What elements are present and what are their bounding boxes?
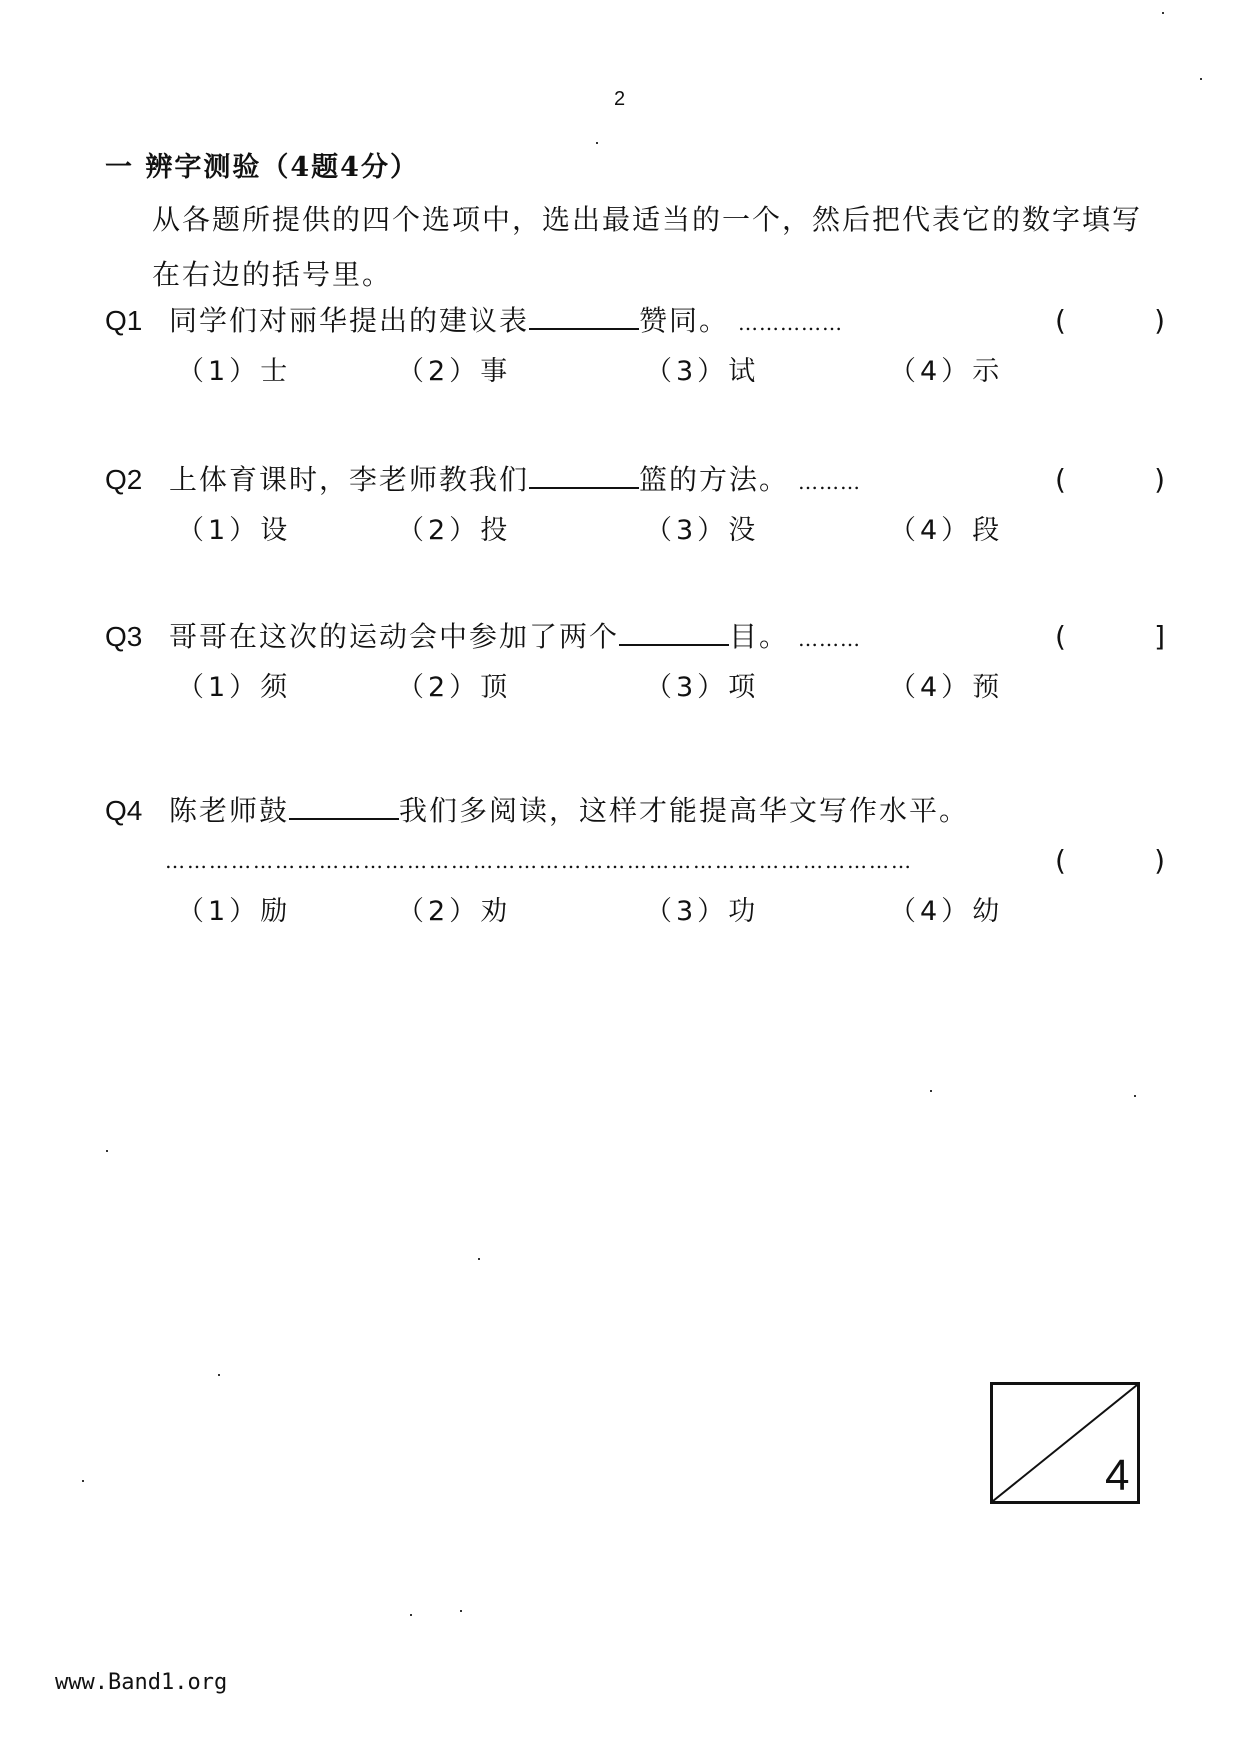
option-number: （2） [397,896,481,927]
leader-dots: ………………………………………………………………………………………… [165,849,913,873]
option-text: 劝 [480,896,508,927]
question-line [105,612,1165,662]
option-text: 示 [972,356,1000,387]
bracket-close: ] [1154,620,1165,653]
option-text: 预 [972,672,1000,703]
option-number: （4） [889,515,973,546]
option-text: 士 [260,356,288,387]
leader-dots: ……… [797,470,861,494]
option-text: 项 [728,672,756,703]
option-3 [645,505,755,557]
bracket-open: ( [1055,844,1066,877]
option-text: 须 [260,672,288,703]
scan-speck [410,1614,412,1616]
answer-bracket[interactable] [1055,612,1165,662]
leader-dots: …………… [737,311,843,335]
score-total: 4 [1105,1451,1130,1500]
question-number: Q3 [105,621,143,652]
option-number: （3） [645,672,729,703]
option-number: （1） [177,672,261,703]
options-row [105,346,1165,398]
leader-dots-line [105,836,1165,886]
option-1 [177,662,287,714]
question-number: Q2 [105,464,143,495]
question-text-before: 同学们对丽华提出的建议表 [169,304,530,337]
bracket-open: ( [1055,620,1066,653]
option-2 [397,505,507,557]
option-text: 功 [728,896,756,927]
bracket-open: ( [1055,463,1066,496]
options-row [105,505,1165,557]
question-line [105,296,1165,346]
option-text: 投 [480,515,508,546]
option-3 [645,886,755,938]
option-4 [889,505,999,557]
section-instructions: 从各题所提供的四个选项中，选出最适当的一个，然后把代表它的数字填写在右边的括号里。 [152,203,1143,291]
question-3 [105,612,1165,714]
footer-url: www.Band1.org [55,1670,228,1695]
scan-speck [1162,12,1164,14]
option-number: （4） [889,896,973,927]
option-1 [177,886,287,938]
option-number: （2） [397,356,481,387]
question-number: Q4 [105,795,143,826]
option-number: （1） [177,515,261,546]
question-4 [105,786,1165,938]
option-2 [397,886,507,938]
option-4 [889,886,999,938]
option-number: （3） [645,356,729,387]
option-number: （2） [397,515,481,546]
option-text: 幼 [972,896,1000,927]
question-text-after: 目。 [729,620,790,653]
bracket-close: ) [1154,844,1165,877]
answer-blank [619,614,729,646]
question-text-before: 哥哥在这次的运动会中参加了两个 [169,620,620,653]
option-2 [397,662,507,714]
scan-speck [478,1258,480,1260]
option-4 [889,346,999,398]
answer-bracket[interactable] [1055,455,1165,505]
question-line [105,786,1165,836]
score-box [990,1382,1140,1504]
option-3 [645,662,755,714]
scan-speck [82,1480,84,1482]
question-text-before: 上体育课时，李老师教我们 [169,463,530,496]
option-text: 没 [728,515,756,546]
option-text: 段 [972,515,1000,546]
question-text-before: 陈老师鼓 [169,794,290,827]
option-3 [645,346,755,398]
option-number: （4） [889,672,973,703]
bracket-close: ) [1154,463,1165,496]
option-1 [177,346,287,398]
answer-blank [529,298,639,330]
question-number: Q1 [105,305,143,336]
option-text: 事 [480,356,508,387]
answer-blank [529,457,639,489]
leader-dots: ……… [797,627,861,651]
scan-speck [106,1150,108,1152]
question-2 [105,455,1165,557]
scan-speck [596,142,598,144]
scan-speck [930,1090,932,1092]
bracket-open: ( [1055,304,1066,337]
answer-blank [289,788,399,820]
option-text: 励 [260,896,288,927]
option-4 [889,662,999,714]
bracket-close: ) [1154,304,1165,337]
options-row [105,662,1165,714]
section-title: 一 辨字测验（4题4分） [105,152,419,183]
option-text: 设 [260,515,288,546]
question-text-after: 篮的方法。 [639,463,790,496]
option-number: （1） [177,356,261,387]
question-text-after: 我们多阅读，这样才能提高华文写作水平。 [399,794,970,827]
option-number: （1） [177,896,261,927]
scan-speck [1200,78,1202,80]
option-text: 顶 [480,672,508,703]
options-row [105,886,1165,938]
page-number: 2 [613,88,626,110]
answer-bracket[interactable] [1055,296,1165,346]
option-number: （3） [645,515,729,546]
scan-speck [1134,1095,1136,1097]
option-number: （3） [645,896,729,927]
option-number: （4） [889,356,973,387]
option-1 [177,505,287,557]
score-box-graphic [990,1382,1140,1504]
scan-speck [460,1610,462,1612]
question-text-after: 赞同。 [639,304,730,337]
option-number: （2） [397,672,481,703]
answer-bracket[interactable] [1055,836,1165,886]
question-1 [105,296,1165,398]
scan-speck [218,1374,220,1376]
option-2 [397,346,507,398]
question-line [105,455,1165,505]
option-text: 试 [728,356,756,387]
